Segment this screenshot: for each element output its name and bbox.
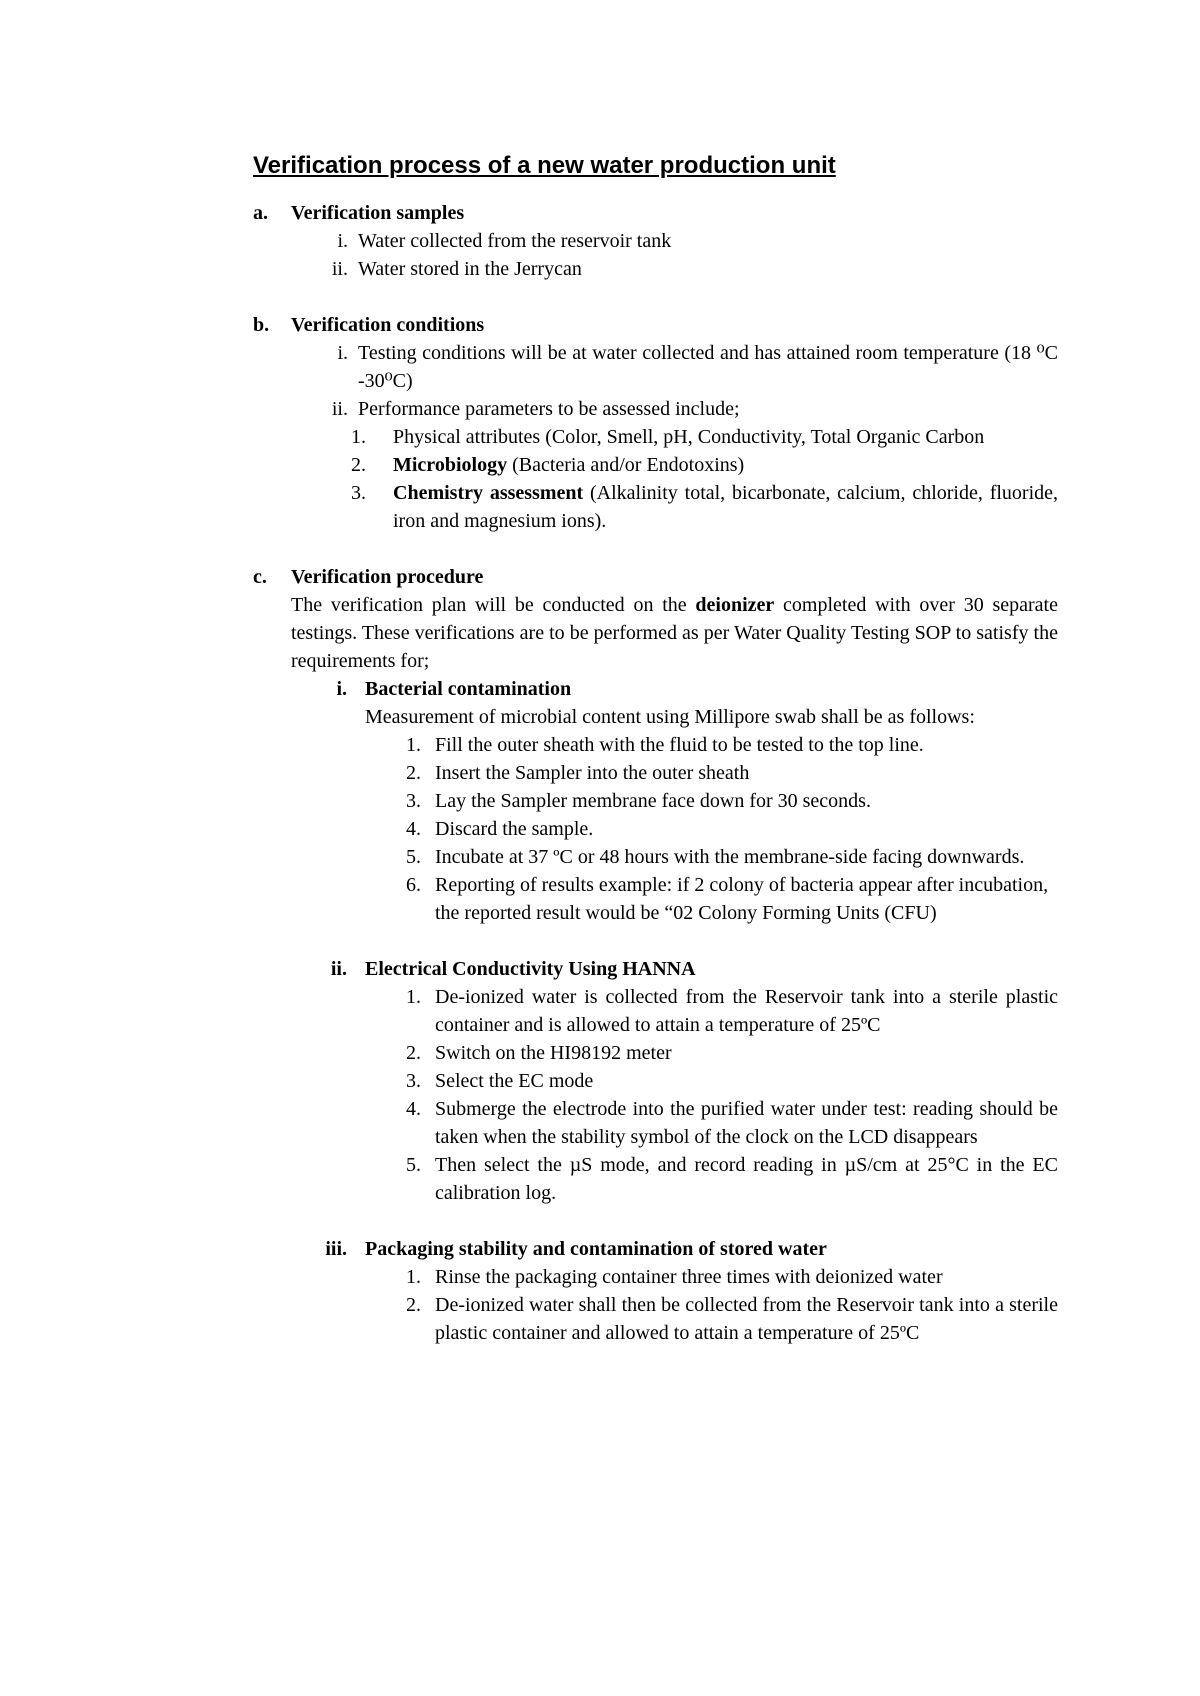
step-text: Fill the outer sheath with the fluid to be tested to the top line. <box>435 734 924 756</box>
list-item <box>253 1039 1058 1067</box>
list-item <box>253 479 1058 535</box>
item-label: ii. <box>331 398 348 420</box>
item-label: 3. <box>351 482 366 504</box>
section-a-heading <box>253 199 1058 227</box>
step-label: 1. <box>406 986 421 1008</box>
step-label: 2. <box>406 1294 421 1316</box>
step-label: 5. <box>406 1154 421 1176</box>
step-label: 2. <box>406 1042 421 1064</box>
item-text: Performance parameters to be assessed include; <box>358 398 740 420</box>
step-text: Then select the µS mode, and record reading in µS/cm at 25°C in the EC calibration log. <box>435 1154 1058 1204</box>
section-label: c. <box>253 566 267 588</box>
step-label: 4. <box>406 818 421 840</box>
section-heading: Verification procedure <box>291 566 484 588</box>
step-label: 6. <box>406 874 421 896</box>
step-text: Select the EC mode <box>435 1070 594 1092</box>
subsection-title: Electrical Conductivity Using HANNA <box>365 958 696 980</box>
subsection-label: iii. <box>325 1238 347 1260</box>
step-label: 3. <box>406 790 421 812</box>
section-c-intro <box>291 591 1058 675</box>
step-text: Lay the Sampler membrane face down for 30 seconds. <box>435 790 871 812</box>
intro-text: completed with over 30 separate testings. These verifications are to be performed as per Water Quality Testing SOP to satisfy the requirements for; <box>291 594 1058 672</box>
section-label: b. <box>253 314 270 336</box>
step-text: Reporting of results example: if 2 colony of bacteria appear after incubation, the reported result would be “02 Colony Forming Units (CFU) <box>435 874 1049 924</box>
item-text: Testing conditions will be at water collected and has attained room temperature (18 ⁰C -30⁰C) <box>358 342 1058 392</box>
item-text: Water collected from the reservoir tank <box>358 230 672 252</box>
item-label: ii. <box>331 258 348 280</box>
list-item <box>253 983 1058 1039</box>
item-bold: Chemistry assessment <box>393 482 584 504</box>
list-item <box>253 1067 1058 1095</box>
step-label: 5. <box>406 846 421 868</box>
list-item <box>253 871 1058 927</box>
item-text <box>393 451 1058 479</box>
list-item <box>253 1291 1058 1347</box>
step-label: 3. <box>406 1070 421 1092</box>
item-text: Water stored in the Jerrycan <box>358 258 582 280</box>
item-label: i. <box>337 342 348 364</box>
section-heading: Verification samples <box>291 202 465 224</box>
list-item <box>253 451 1058 479</box>
list-item <box>253 787 1058 815</box>
section-heading: Verification conditions <box>291 314 485 336</box>
item-rest: (Bacteria and/or Endotoxins) <box>507 454 745 476</box>
step-text: Insert the Sampler into the outer sheath <box>435 762 750 784</box>
intro-bold: deionizer <box>695 594 775 616</box>
step-label: 1. <box>406 734 421 756</box>
step-text: De-ionized water shall then be collected from the Reservoir tank into a sterile plastic container and allowed to attain a temperature of 25ºC <box>435 1294 1058 1344</box>
item-label: i. <box>337 230 348 252</box>
item-rest: (Alkalinity total, bicarbonate, calcium, chloride, fluoride, iron and magnesium ions). <box>393 482 1059 532</box>
step-label: 1. <box>406 1266 421 1288</box>
item-label: 2. <box>351 454 366 476</box>
list-item <box>253 423 1058 451</box>
list-item <box>253 1095 1058 1151</box>
list-item <box>253 1263 1058 1291</box>
list-item <box>253 731 1058 759</box>
subsection-heading <box>253 955 1058 983</box>
subsection-title: Bacterial contamination <box>365 678 572 700</box>
step-label: 2. <box>406 762 421 784</box>
subsection-title: Packaging stability and contamination of stored water <box>365 1238 827 1260</box>
subsection-label: i. <box>336 678 347 700</box>
step-label: 4. <box>406 1098 421 1120</box>
step-text: Submerge the electrode into the purified water under test: reading should be taken when the stability symbol of the clock on the LCD disappears <box>435 1098 1058 1148</box>
list-item <box>253 759 1058 787</box>
list-item <box>253 815 1058 843</box>
step-text: Discard the sample. <box>435 818 594 840</box>
list-item <box>253 395 1058 423</box>
subsection-label: ii. <box>330 958 347 980</box>
step-text: Switch on the HI98192 meter <box>435 1042 672 1064</box>
list-item <box>253 843 1058 871</box>
document-body <box>253 199 1058 1347</box>
step-text: De-ionized water is collected from the Reservoir tank into a sterile plastic container and is allowed to attain a temperature of 25ºC <box>435 986 1058 1036</box>
item-label: 1. <box>351 426 366 448</box>
list-item <box>253 227 1058 255</box>
section-label: a. <box>253 202 268 224</box>
intro-text: The verification plan will be conducted on the <box>291 594 696 616</box>
subsection-heading <box>253 1235 1058 1263</box>
subsection-heading <box>253 675 1058 703</box>
step-text: Incubate at 37 ºC or 48 hours with the membrane-side facing downwards. <box>435 846 1025 868</box>
item-text: Physical attributes (Color, Smell, pH, Conductivity, Total Organic Carbon <box>393 426 985 448</box>
list-item <box>253 1151 1058 1207</box>
item-bold: Microbiology <box>393 454 508 476</box>
step-text: Rinse the packaging container three times with deionized water <box>435 1266 943 1288</box>
list-item <box>253 339 1058 395</box>
section-c-heading <box>253 563 1058 591</box>
item-text <box>393 479 1058 535</box>
document-title: Verification process of a new water production unit <box>253 152 836 179</box>
subsection-intro: Measurement of microbial content using Millipore swab shall be as follows: <box>365 706 975 728</box>
list-item <box>253 255 1058 283</box>
section-b-heading <box>253 311 1058 339</box>
